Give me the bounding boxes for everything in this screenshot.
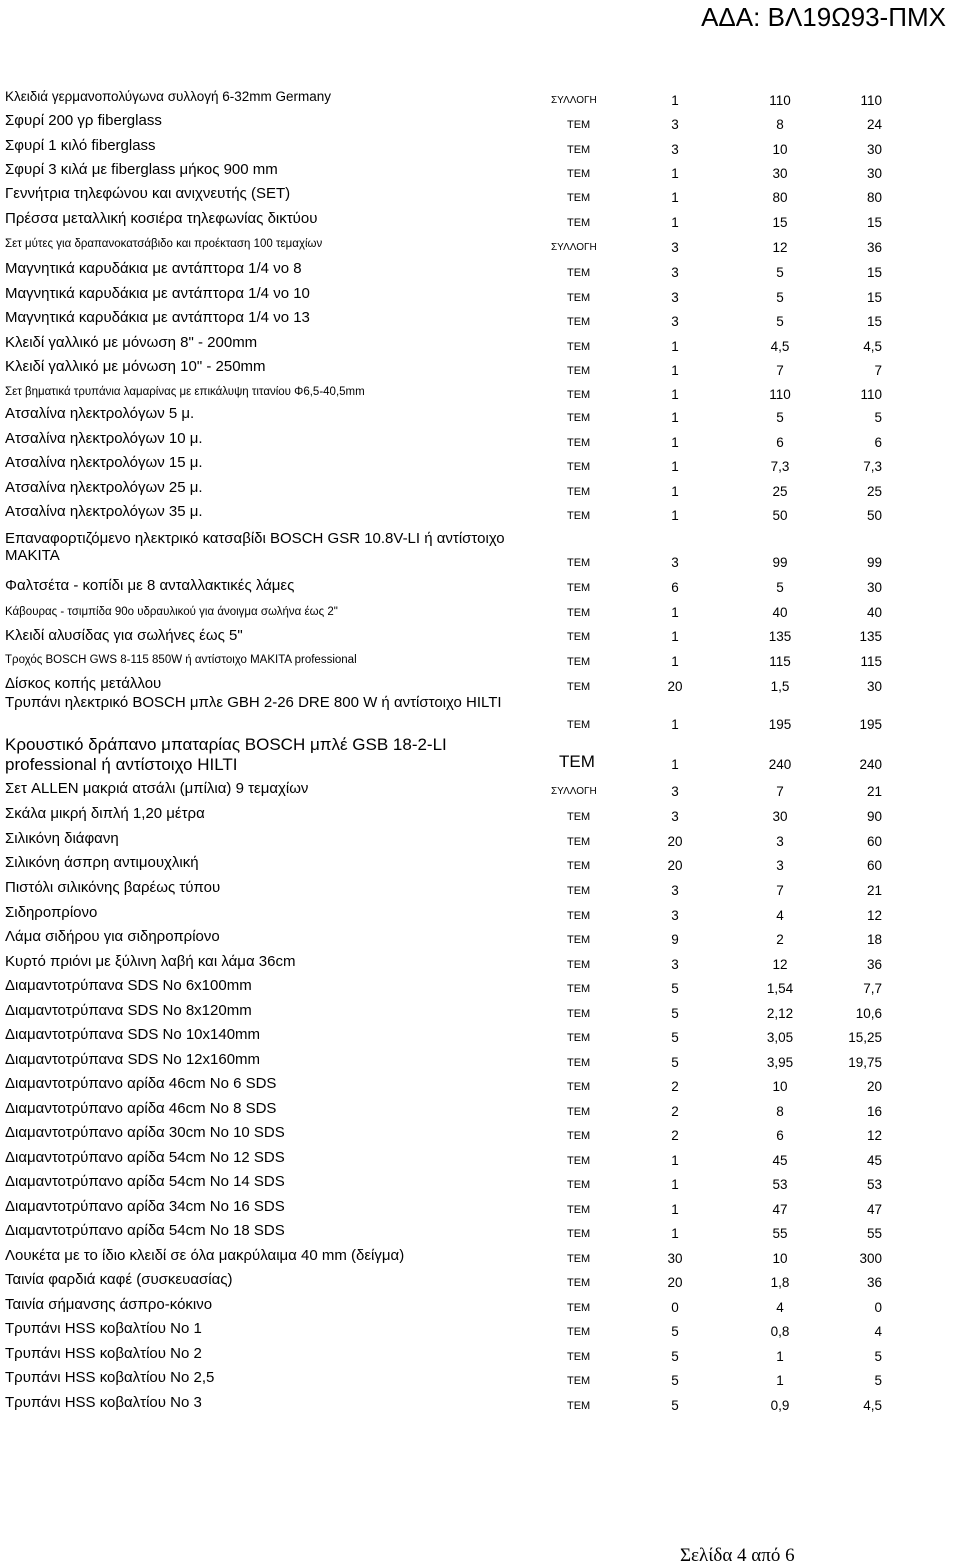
row-total: 4 <box>874 1324 882 1339</box>
row-desc: Διαμαντοτρύπανο αρίδα 54cm No 18 SDS <box>5 1222 285 1239</box>
row-price: 15 <box>772 215 788 230</box>
row-price: 12 <box>772 240 788 255</box>
row-qty: 3 <box>671 142 679 157</box>
row-qty: 1 <box>671 166 679 181</box>
row-unit: ΤΕΜ <box>567 557 591 569</box>
row-qty: 3 <box>671 265 679 280</box>
row-desc: Πρέσσα μεταλλική κοσιέρα τηλεφωνίας δικτύου <box>5 210 318 227</box>
row-desc: Φαλτσέτα - κοπίδι με 8 ανταλλακτικές λάμες <box>5 577 295 594</box>
row-unit: ΤΕΜ <box>567 1106 591 1118</box>
row-total: 47 <box>866 1202 882 1217</box>
row-qty: 20 <box>667 858 683 873</box>
row-price: 10 <box>772 142 788 157</box>
row-total: 4,5 <box>863 339 882 354</box>
row-qty: 3 <box>671 883 679 898</box>
row-total: 300 <box>859 1251 882 1266</box>
row-desc: Διαμαντοτρύπανο αρίδα 34cm No 16 SDS <box>5 1198 285 1215</box>
row-total: 30 <box>866 166 882 181</box>
row-total: 20 <box>866 1079 882 1094</box>
row-price: 0,9 <box>770 1398 790 1413</box>
row-total: 0 <box>874 1300 882 1315</box>
row-total: 16 <box>866 1104 882 1119</box>
row-total: 36 <box>866 240 882 255</box>
row-qty: 5 <box>671 1055 679 1070</box>
row-price: 5 <box>776 314 784 329</box>
row-desc: Διαμαντοτρύπανα SDS No 6x100mm <box>5 977 252 994</box>
row-unit: ΤΕΜ <box>567 292 591 304</box>
row-unit: ΤΕΜ <box>567 461 591 473</box>
row-unit: ΤΕΜ <box>567 341 591 353</box>
row-desc: Σφυρί 3 κιλά με fiberglass μήκος 900 mm <box>5 161 278 178</box>
row-total: 15,25 <box>848 1030 882 1045</box>
row-desc: Σιλικόνη διάφανη <box>5 830 119 847</box>
row-price: 45 <box>772 1153 788 1168</box>
row-price: 3 <box>776 834 784 849</box>
row-desc: Διαμαντοτρύπανο αρίδα 54cm No 14 SDS <box>5 1173 285 1190</box>
row-unit: ΤΕΜ <box>567 1081 591 1093</box>
row-price: 1,54 <box>766 981 794 996</box>
row-desc: Σφυρί 200 γρ fiberglass <box>5 112 162 129</box>
row-unit: ΤΕΜ <box>567 1179 591 1191</box>
row-price: 3 <box>776 858 784 873</box>
row-qty: 30 <box>667 1251 683 1266</box>
row-unit: ΤΕΜ <box>567 1351 591 1363</box>
row-price: 47 <box>772 1202 788 1217</box>
row-price: 5 <box>776 265 784 280</box>
row-desc: Επαναφορτιζόμενο ηλεκτρικό κατσαβίδι BOSCH GSR 10.8V-LI ή αντίστοιχο MAKITA <box>5 530 505 564</box>
row-total: 135 <box>859 629 882 644</box>
row-qty: 3 <box>671 957 679 972</box>
row-unit: ΤΕΜ <box>567 168 591 180</box>
row-total: 15 <box>866 215 882 230</box>
row-unit: ΤΕΜ <box>567 1400 591 1412</box>
row-unit: ΤΕΜ <box>567 1253 591 1265</box>
row-qty: 1 <box>671 1153 679 1168</box>
row-total: 53 <box>866 1177 882 1192</box>
row-price: 6 <box>776 1128 784 1143</box>
row-total: 5 <box>874 1373 882 1388</box>
row-price: 6 <box>776 435 784 450</box>
row-desc: Τρυπάνι ηλεκτρικό BOSCH μπλε GBH 2-26 DRE 800 W ή αντίστοιχο HILTI <box>5 694 502 711</box>
row-unit: ΤΕΜ <box>567 412 591 424</box>
row-desc: Σφυρί 1 κιλό fiberglass <box>5 137 156 154</box>
row-qty: 6 <box>671 580 679 595</box>
row-price: 7,3 <box>770 459 790 474</box>
row-total: 40 <box>866 605 882 620</box>
row-unit: ΤΕΜ <box>567 1057 591 1069</box>
row-desc: Τρυπάνι HSS κοβαλτίου Νο 2 <box>5 1345 202 1362</box>
row-total: 4,5 <box>863 1398 882 1413</box>
row-price: 30 <box>772 809 788 824</box>
row-qty: 2 <box>671 1104 679 1119</box>
row-unit: ΤΕΜ <box>567 959 591 971</box>
row-desc: Κλειδί αλυσίδας για σωλήνες έως 5" <box>5 627 243 644</box>
row-unit: ΤΕΜ <box>567 1008 591 1020</box>
row-qty: 20 <box>667 679 683 694</box>
row-qty: 1 <box>671 1226 679 1241</box>
row-qty: 3 <box>671 240 679 255</box>
row-desc: Σιδηροπρίονο <box>5 904 98 921</box>
row-total: 15 <box>866 265 882 280</box>
row-price: 99 <box>772 555 788 570</box>
row-total: 240 <box>859 757 882 772</box>
row-price: 110 <box>769 387 791 402</box>
row-desc: Ατσαλίνα ηλεκτρολόγων 5 μ. <box>5 405 195 422</box>
row-qty: 3 <box>671 784 679 799</box>
row-qty: 9 <box>671 932 679 947</box>
row-unit: ΤΕΜ <box>567 365 591 377</box>
row-unit: ΤΕΜ <box>567 885 591 897</box>
row-unit: ΤΕΜ <box>567 192 591 204</box>
row-price: 1,5 <box>770 679 790 694</box>
row-desc: Σιλικόνη άσπρη αντιμουχλική <box>5 854 199 871</box>
row-unit: ΤΕΜ <box>567 119 591 131</box>
row-total: 18 <box>866 932 882 947</box>
row-desc: Κλειδί γαλλικό με μόνωση 8" - 200mm <box>5 334 258 351</box>
row-unit: ΤΕΜ <box>567 681 591 693</box>
row-desc: Ατσαλίνα ηλεκτρολόγων 25 μ. <box>5 479 203 496</box>
row-total: 195 <box>859 717 882 732</box>
row-price: 7 <box>776 363 784 378</box>
row-price: 30 <box>772 166 788 181</box>
row-unit: ΤΕΜ <box>567 860 591 872</box>
row-price: 10 <box>772 1251 788 1266</box>
row-price: 40 <box>772 605 788 620</box>
row-price: 1,8 <box>770 1275 790 1290</box>
row-unit: ΤΕΜ <box>567 836 591 848</box>
row-qty: 1 <box>671 605 679 620</box>
row-price: 4 <box>776 908 784 923</box>
row-qty: 3 <box>671 314 679 329</box>
page-number: Σελίδα 4 από 6 <box>680 1545 795 1566</box>
row-price: 135 <box>768 629 792 644</box>
row-total: 5 <box>874 410 882 425</box>
row-desc: Διαμαντοτρύπανα SDS No 8x120mm <box>5 1002 252 1019</box>
row-desc: Μαγνητικά καρυδάκια με αντάπτορα 1/4 νο 8 <box>5 260 302 277</box>
row-total: 10,6 <box>855 1006 882 1021</box>
row-unit: ΤΕΜ <box>567 437 591 449</box>
row-price: 240 <box>768 757 792 772</box>
row-total: 19,75 <box>848 1055 882 1070</box>
row-qty: 1 <box>671 484 679 499</box>
row-unit: ΤΕΜ <box>567 389 591 401</box>
row-total: 110 <box>860 93 882 108</box>
row-desc: Διαμαντοτρύπανα SDS No 12x160mm <box>5 1051 261 1068</box>
row-price: 10 <box>772 1079 788 1094</box>
row-price: 1 <box>776 1349 784 1364</box>
row-price: 115 <box>769 654 791 669</box>
row-unit: ΤΕΜ <box>567 719 591 731</box>
row-unit: ΤΕΜ <box>567 1032 591 1044</box>
row-qty: 20 <box>667 834 683 849</box>
row-price: 5 <box>776 410 784 425</box>
row-desc: Ταινία φαρδιά καφέ (συσκευασίας) <box>5 1271 233 1288</box>
row-unit: ΣΥΛΛΟΓΗ <box>551 242 597 253</box>
row-unit: ΣΥΛΛΟΓΗ <box>551 786 597 797</box>
row-qty: 1 <box>671 93 679 108</box>
row-desc: Κλειδί γαλλικό με μόνωση 10" - 250mm <box>5 358 266 375</box>
row-unit: ΤΕΜ <box>567 1302 591 1314</box>
row-unit: ΤΕΜ <box>567 983 591 995</box>
row-desc: Μαγνητικά καρυδάκια με αντάπτορα 1/4 νο 13 <box>5 309 310 326</box>
row-price: 4 <box>776 1300 784 1315</box>
row-unit: ΤΕΜ <box>567 631 591 643</box>
row-qty: 1 <box>671 387 679 402</box>
row-price: 55 <box>772 1226 788 1241</box>
row-qty: 1 <box>671 435 679 450</box>
row-price: 2,12 <box>766 1006 794 1021</box>
row-price: 0,8 <box>770 1324 790 1339</box>
row-desc: Τρυπάνι HSS κοβαλτίου Νο 3 <box>5 1394 202 1411</box>
row-price: 8 <box>776 117 784 132</box>
row-unit: ΤΕΜ <box>567 144 591 156</box>
row-qty: 5 <box>671 1030 679 1045</box>
row-desc: Τροχός BOSCH GWS 8-115 850W ή αντίστοιχο MAKITA professional <box>5 654 357 666</box>
row-qty: 1 <box>671 757 679 772</box>
row-qty: 5 <box>671 1398 679 1413</box>
row-total: 110 <box>860 387 882 402</box>
row-desc: Ατσαλίνα ηλεκτρολόγων 10 μ. <box>5 430 203 447</box>
row-desc: Διαμαντοτρύπανο αρίδα 54cm No 12 SDS <box>5 1149 285 1166</box>
row-unit: ΤΕΜ <box>567 1204 591 1216</box>
row-desc: Κρουστικό δράπανο μπαταρίας BOSCH μπλέ GSB 18-2-LI professional ή αντίστοιχο HILTI <box>5 735 447 774</box>
row-qty: 2 <box>671 1079 679 1094</box>
row-qty: 1 <box>671 717 679 732</box>
row-unit: ΤΕΜ <box>567 316 591 328</box>
row-total: 21 <box>866 883 882 898</box>
ada-code: ΑΔΑ: ΒΛ19Ω93-ΠΜΧ <box>701 2 946 32</box>
row-unit: ΤΕΜ <box>559 752 595 771</box>
row-unit: ΤΕΜ <box>567 486 591 498</box>
row-total: 12 <box>866 1128 882 1143</box>
row-qty: 3 <box>671 555 679 570</box>
row-total: 12 <box>866 908 882 923</box>
row-price: 53 <box>772 1177 788 1192</box>
row-unit: ΤΕΜ <box>567 607 591 619</box>
row-qty: 1 <box>671 363 679 378</box>
row-desc: Τρυπάνι HSS κοβαλτίου Νο 1 <box>5 1320 202 1337</box>
row-qty: 1 <box>671 654 679 669</box>
row-unit: ΤΕΜ <box>567 1375 591 1387</box>
row-unit: ΣΥΛΛΟΓΗ <box>551 95 597 106</box>
row-total: 99 <box>866 555 882 570</box>
row-total: 15 <box>866 314 882 329</box>
row-unit: ΤΕΜ <box>567 656 591 668</box>
row-desc: Διαμαντοτρύπανο αρίδα 30cm No 10 SDS <box>5 1124 285 1141</box>
row-qty: 1 <box>671 339 679 354</box>
row-desc: Κυρτό πριόνι με ξύλινη λαβή και λάμα 36cm <box>5 953 296 970</box>
row-desc: Σετ μύτες για δραπανοκατσάβιδο και προέκταση 100 τεμαχίων <box>5 238 323 250</box>
row-price: 3,95 <box>766 1055 794 1070</box>
row-qty: 1 <box>671 629 679 644</box>
row-desc: Σετ βηματικά τρυπάνια λαμαρίνας με επικάλυψη τιτανίου Φ6,5-40,5mm <box>5 386 365 398</box>
row-unit: ΤΕΜ <box>567 910 591 922</box>
row-qty: 5 <box>671 981 679 996</box>
row-qty: 1 <box>671 1202 679 1217</box>
row-desc: Πιστόλι σιλικόνης βαρέως τύπου <box>5 879 221 896</box>
row-qty: 1 <box>671 1177 679 1192</box>
row-total: 21 <box>866 784 882 799</box>
row-price: 1 <box>776 1373 784 1388</box>
row-price: 8 <box>776 1104 784 1119</box>
row-desc: Ατσαλίνα ηλεκτρολόγων 35 μ. <box>5 503 203 520</box>
row-desc: Διαμαντοτρύπανα SDS No 10x140mm <box>5 1026 261 1043</box>
row-qty: 20 <box>667 1275 683 1290</box>
row-desc: Γεννήτρια τηλεφώνου και ανιχνευτής (SET) <box>5 185 291 202</box>
row-total: 45 <box>866 1153 882 1168</box>
row-total: 50 <box>866 508 882 523</box>
row-unit: ΤΕΜ <box>567 1277 591 1289</box>
row-desc: Λουκέτα με το ίδιο κλειδί σε όλα μακρύλαιμα 40 mm (δείγμα) <box>5 1247 405 1264</box>
row-qty: 1 <box>671 215 679 230</box>
row-total: 30 <box>866 679 882 694</box>
row-total: 36 <box>866 957 882 972</box>
row-qty: 5 <box>671 1324 679 1339</box>
row-qty: 2 <box>671 1128 679 1143</box>
row-total: 7,3 <box>863 459 882 474</box>
row-qty: 3 <box>671 290 679 305</box>
row-price: 195 <box>768 717 792 732</box>
row-unit: ΤΕΜ <box>567 582 591 594</box>
row-total: 60 <box>866 858 882 873</box>
row-qty: 3 <box>671 908 679 923</box>
row-desc: Κλειδιά γερμανοπολύγωνα συλλογή 6-32mm Germany <box>5 89 332 104</box>
row-price: 110 <box>769 93 791 108</box>
row-desc: Διαμαντοτρύπανο αρίδα 46cm No 6 SDS <box>5 1075 277 1092</box>
row-total: 90 <box>866 809 882 824</box>
row-unit: ΤΕΜ <box>567 934 591 946</box>
row-desc: Σετ ALLEN μακριά ατσάλι (μπίλια) 9 τεμαχίων <box>5 780 309 797</box>
row-price: 5 <box>776 290 784 305</box>
row-desc: Τρυπάνι HSS κοβαλτίου Νο 2,5 <box>5 1369 215 1386</box>
row-total: 5 <box>874 1349 882 1364</box>
row-qty: 0 <box>671 1300 679 1315</box>
row-price: 3,05 <box>766 1030 794 1045</box>
row-price: 5 <box>776 580 784 595</box>
row-price: 12 <box>772 957 788 972</box>
row-unit: ΤΕΜ <box>567 1228 591 1240</box>
row-total: 6 <box>874 435 882 450</box>
row-qty: 1 <box>671 190 679 205</box>
row-qty: 3 <box>671 809 679 824</box>
row-desc: Λάμα σιδήρου για σιδηροπρίονο <box>5 928 220 945</box>
row-total: 115 <box>860 654 882 669</box>
row-desc: Ταινία σήμανσης άσπρο-κόκινο <box>5 1296 213 1313</box>
row-desc: Ατσαλίνα ηλεκτρολόγων 15 μ. <box>5 454 203 471</box>
row-desc: Σκάλα μικρή διπλή 1,20 μέτρα <box>5 805 205 822</box>
row-unit: ΤΕΜ <box>567 217 591 229</box>
row-desc: Κάβουρας - τσιμπίδα 90ο υδραυλικού για άνοιγμα σωλήνα έως 2" <box>5 606 338 618</box>
row-price: 50 <box>772 508 788 523</box>
row-total: 7 <box>874 363 882 378</box>
row-qty: 5 <box>671 1373 679 1388</box>
row-price: 7 <box>776 883 784 898</box>
row-total: 24 <box>866 117 882 132</box>
row-qty: 5 <box>671 1006 679 1021</box>
row-unit: ΤΕΜ <box>567 1155 591 1167</box>
row-total: 80 <box>866 190 882 205</box>
row-total: 25 <box>866 484 882 499</box>
row-total: 15 <box>866 290 882 305</box>
row-qty: 1 <box>671 508 679 523</box>
row-qty: 1 <box>671 459 679 474</box>
row-price: 25 <box>772 484 788 499</box>
row-unit: ΤΕΜ <box>567 811 591 823</box>
row-unit: ΤΕΜ <box>567 1130 591 1142</box>
row-price: 7 <box>776 784 784 799</box>
row-desc: Διαμαντοτρύπανο αρίδα 46cm No 8 SDS <box>5 1100 277 1117</box>
row-unit: ΤΕΜ <box>567 1326 591 1338</box>
row-total: 30 <box>866 142 882 157</box>
row-qty: 5 <box>671 1349 679 1364</box>
row-qty: 1 <box>671 410 679 425</box>
row-desc: Μαγνητικά καρυδάκια με αντάπτορα 1/4 νο 10 <box>5 285 310 302</box>
row-unit: ΤΕΜ <box>567 267 591 279</box>
row-price: 4,5 <box>770 339 790 354</box>
row-total: 30 <box>866 580 882 595</box>
row-desc: Δίσκος κοπής μετάλλου <box>5 675 162 692</box>
row-price: 80 <box>772 190 788 205</box>
row-total: 60 <box>866 834 882 849</box>
row-unit: ΤΕΜ <box>567 510 591 522</box>
row-total: 7,7 <box>863 981 882 996</box>
row-total: 55 <box>866 1226 882 1241</box>
row-qty: 3 <box>671 117 679 132</box>
row-price: 2 <box>776 932 784 947</box>
row-total: 36 <box>866 1275 882 1290</box>
